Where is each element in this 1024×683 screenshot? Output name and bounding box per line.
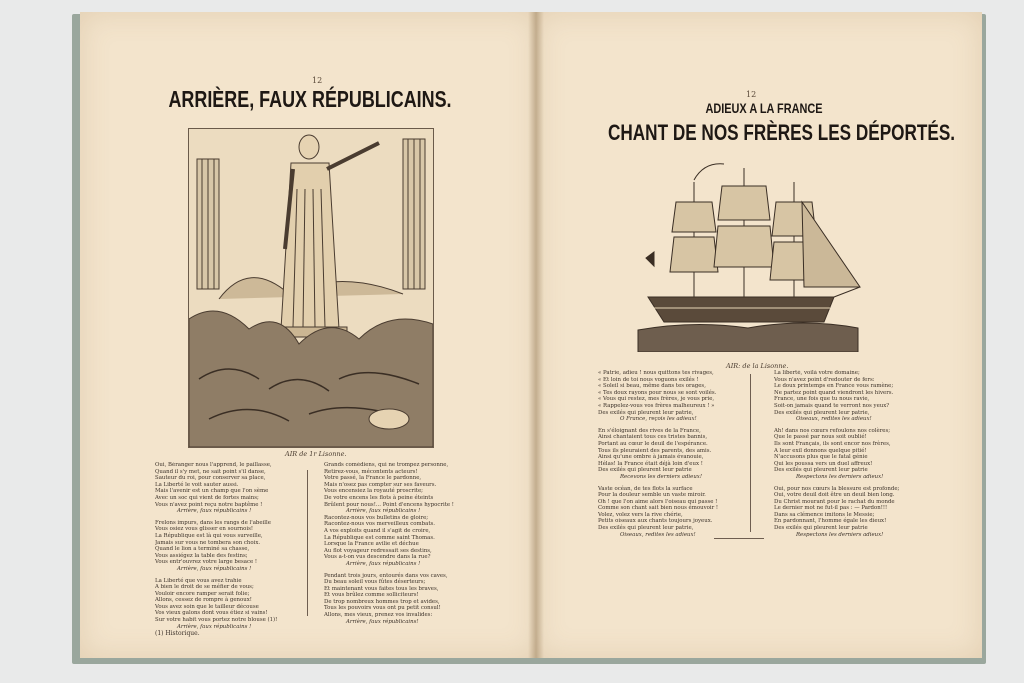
verse-line: La République est là qui vous surveille, — [155, 532, 263, 539]
verse-line: Avec un soc qui vient de fortes mains; — [155, 494, 259, 501]
verse-line: Le doux printemps en France vous ramène; — [774, 383, 894, 390]
verse-line: A leur exil donnons quelque pitié! — [774, 447, 867, 454]
verse-line: Du Christ mourant pour le rachat du monde — [774, 498, 895, 505]
right-verse-column-2 — [774, 370, 934, 538]
verse-line: A vos exploits quand il s'agit de croire, — [324, 527, 431, 534]
verse-line: Ils sont Français, ils sont encor nos frères, — [774, 440, 891, 447]
left-page-title: ARRIÈRE, FAUX RÉPUBLICAINS. — [168, 86, 452, 112]
verse-line: Ainsi qu'une ombre à jamais évanouie, — [598, 454, 704, 461]
refrain-line: Oiseaux, redites les adieux! — [796, 416, 872, 423]
verse-line: A bien le droit de se méfier de vous; — [155, 584, 254, 591]
verse-line: Des exilés qui pleurent leur patrie, — [598, 525, 694, 532]
verse-line: Lorsque la France avilie et déchue — [324, 541, 419, 548]
verse-line: La Liberté le voit sauter aussi. — [155, 481, 239, 488]
ship-engraving — [634, 162, 862, 352]
verse-line: Vous assiégez la table des festins; — [155, 552, 248, 559]
right-tune-line: AIR: de la Lisonne. — [726, 362, 789, 370]
verse-line: Soit-on jamais quand te verront nos yeux? — [774, 402, 890, 409]
sailing-ship-icon — [634, 162, 862, 352]
right-page-title: CHANT DE NOS FRÈRES LES DÉPORTÉS. — [608, 120, 956, 145]
verse-line: « Et loin de toi nous voguons exilés ! — [598, 376, 699, 383]
verse-line: Mais l'avenir est un champ que l'on sème — [155, 488, 269, 495]
verse-line: La liberté, voilà votre domaine; — [774, 370, 860, 376]
verse-line: Dans sa clémence imitons le Messie; — [774, 511, 875, 518]
verse-line: Des exilés qui pleurent leur patrie — [774, 467, 868, 474]
verse-line: Et maintenant vous faites tous les braves, — [324, 585, 439, 592]
refrain-line: Respectons les derniers adieux! — [796, 531, 884, 538]
verse-line: Vous a-t-on vus descendre dans la rue? — [324, 554, 431, 561]
verse-line: Pendant trois jours, entourés dans vos caves, — [324, 572, 448, 579]
verse-line: « Rappelez-vous vos frères malheureux ! » — [598, 402, 715, 409]
refrain-line: Recevons les derniers adieux! — [620, 473, 703, 480]
verse-line: Ah! dans nos cœurs refoulons nos colères; — [774, 427, 891, 434]
liberty-illustration-icon — [189, 129, 433, 447]
verse-line: En s'éloignant des rives de la France, — [598, 427, 701, 434]
verse-line: Mais n'osez pas compter sur ses faveurs. — [324, 481, 437, 488]
verse-line: Brûlent pour nous!... Point d'encens hypocrite ! — [324, 501, 454, 508]
refrain-line: Arrière, faux républicains ! — [177, 623, 252, 630]
left-page-number: 12 — [312, 76, 323, 85]
verse-line: Vouloir encore ramper serait folie; — [155, 590, 250, 597]
verse-line: Des exilés qui pleurent leur patrie, — [598, 409, 694, 416]
right-page — [536, 12, 982, 658]
right-verse-column-1 — [598, 370, 750, 538]
verse-line: Ne partez point quand viendront les hivers. — [774, 389, 894, 396]
verse-line: Vous n'avez point reçu notre baptême ! — [155, 501, 263, 508]
verse-line: Oui, Béranger nous l'apprend, le paillasse, — [155, 462, 272, 468]
liberty-engraving — [188, 128, 434, 448]
verse-line: Ainsi chantaient tous ces tristes bannis, — [598, 434, 708, 441]
verse-line: N'accusons plus que le fatal génie — [774, 454, 868, 461]
book-gutter — [528, 12, 544, 658]
verse-line: Frelons impurs, dans les rangs de l'abeille — [155, 519, 271, 526]
verse-line: France, une fois que tu nous ravie, — [774, 396, 870, 403]
verse-line: Votre passé, la France le pardonne, — [324, 475, 422, 482]
verse-line: Tous ils pleuraient des parents, des amis. — [598, 447, 712, 454]
verse-line: Comme son chant sait bien nous émouvoir ! — [598, 505, 719, 512]
verse-line: Et vous brûlez comme solliciteurs! — [324, 592, 419, 599]
verse-line: Du beau soleil vous fûtes déserteurs; — [324, 579, 426, 586]
end-ornament-rule — [714, 538, 764, 539]
verse-line: Vos vieux galons dont vous étiez si vains! — [155, 610, 268, 617]
left-verse-column-2 — [324, 462, 489, 625]
verse-line: La République est comme saint Thomas. — [324, 534, 435, 541]
verse-line: Vous osiez vous glisser en sournois! — [155, 526, 254, 533]
verse-line: Au flot voyageur redressait ses destins, — [324, 547, 432, 554]
verse-line: En pardonnant, l'homme égale les dieux! — [774, 518, 887, 525]
refrain-line: Respectons les derniers adieux! — [796, 473, 884, 480]
verse-line: « Tes doux rayons pour nous se sont voilés. — [598, 389, 717, 396]
verse-line: Retirez-vous, mécontents acteurs! — [324, 468, 418, 475]
verse-line: Allons, mes vieux, prenez vos invalides: — [324, 612, 433, 619]
right-page-subtitle: ADIEUX A LA FRANCE — [705, 100, 823, 116]
verse-line: Racontez-nous vos merveilleux combats. — [324, 521, 435, 528]
verse-line: Des exilés qui pleurent leur patrie, — [774, 409, 870, 416]
verse-line: Vous entr'ouvrez votre large besace ! — [155, 559, 258, 566]
verse-line: Jamais sur vous ne tombera son choix. — [155, 539, 261, 546]
left-verse-column-1 — [155, 462, 305, 630]
refrain-line: Arrière, faux républicains ! — [177, 565, 252, 572]
verse-line: « Patrie, adieu ! nous quittons tes rivages, — [598, 370, 714, 376]
verse-line: Que le passé par nous soit oublié! — [774, 434, 867, 441]
right-column-divider — [750, 374, 751, 532]
right-page-number: 12 — [746, 90, 757, 99]
left-footnote: (1) Historique. — [155, 630, 200, 637]
verse-line: Grands comédiens, qui ne trompez personne, — [324, 462, 449, 468]
left-column-divider — [307, 470, 308, 616]
verse-line: Vous avez soin que le tailleur découse — [155, 603, 259, 610]
verse-line: « Vous qui restez, mes frères, je vous prie, — [598, 396, 715, 403]
verse-line: Sur votre habit vous portez notre blouse (1)! — [155, 617, 278, 624]
verse-line: Racontez-nous vos bulletins de gloire; — [324, 514, 429, 521]
verse-line: De votre encens les flots à peine éteints — [324, 494, 434, 501]
left-tune-line: AIR de 1r Lisonne. — [285, 450, 347, 458]
verse-line: Pour la douleur semble un vaste miroir. — [598, 492, 706, 499]
verse-line: Vous n'avez point d'redouter de fers: — [774, 376, 875, 383]
verse-line: Quand le lion a terminé sa chasse, — [155, 546, 250, 553]
refrain-line: Arrière, faux républicains ! — [346, 508, 421, 515]
verse-line: Tous les pouvoirs vous ont pu petit consul! — [324, 605, 441, 612]
verse-line: Des exilés qui pleurent leur patrie — [598, 467, 692, 474]
refrain-line: Arrière, faux républicains ! — [346, 560, 421, 567]
verse-line: Quand il s'y met, ne sait point s'il danse, — [155, 468, 266, 475]
verse-line: Vaste océan, de tes flots la surface — [598, 485, 693, 492]
verse-line: Oui, votre deuil doit être un deuil bien long. — [774, 492, 895, 499]
verse-line: De trop nombreux hommes trop et avides, — [324, 598, 440, 605]
refrain-line: Arrière, faux républicains! — [346, 618, 419, 625]
refrain-line: Oiseaux, redites les adieux! — [620, 531, 696, 538]
verse-line: Hélas! la France était déjà loin d'eux ! — [598, 460, 703, 467]
verse-line: Allons, cessez de rompre à genoux! — [155, 597, 252, 604]
verse-line: « Soleil si beau, même dans tes orages, — [598, 383, 706, 390]
verse-line: Vous encensiez la royauté proscrite; — [324, 488, 423, 495]
verse-line: Des exilés qui pleurent leur patrie — [774, 525, 868, 532]
verse-line: Petits oiseaux aux chants toujours joyeux. — [598, 518, 713, 525]
refrain-line: Arrière, faux républicains ! — [177, 508, 252, 515]
verse-line: La Liberté que vous avez trahie — [155, 577, 242, 584]
verse-line: Oh ! que l'on aime alors l'oiseau qui passe ! — [598, 498, 718, 505]
verse-line: Portant au cœur le deuil de l'espérance. — [598, 440, 708, 447]
verse-line: Sauteur du roi, pour conserver sa place, — [155, 475, 266, 482]
refrain-line: O France, reçois les adieux! — [620, 416, 697, 423]
verse-line: Qui les poussa vers un duel affreux! — [774, 460, 873, 467]
verse-line: Volez, volez vers la rive chérie, — [598, 511, 683, 518]
verse-line: Oui, pour nos cœurs la blessure est profonde; — [774, 485, 900, 492]
left-page — [80, 12, 538, 658]
verse-line: Le dernier mot ne fut-il pas : — Pardon!!! — [774, 505, 888, 512]
